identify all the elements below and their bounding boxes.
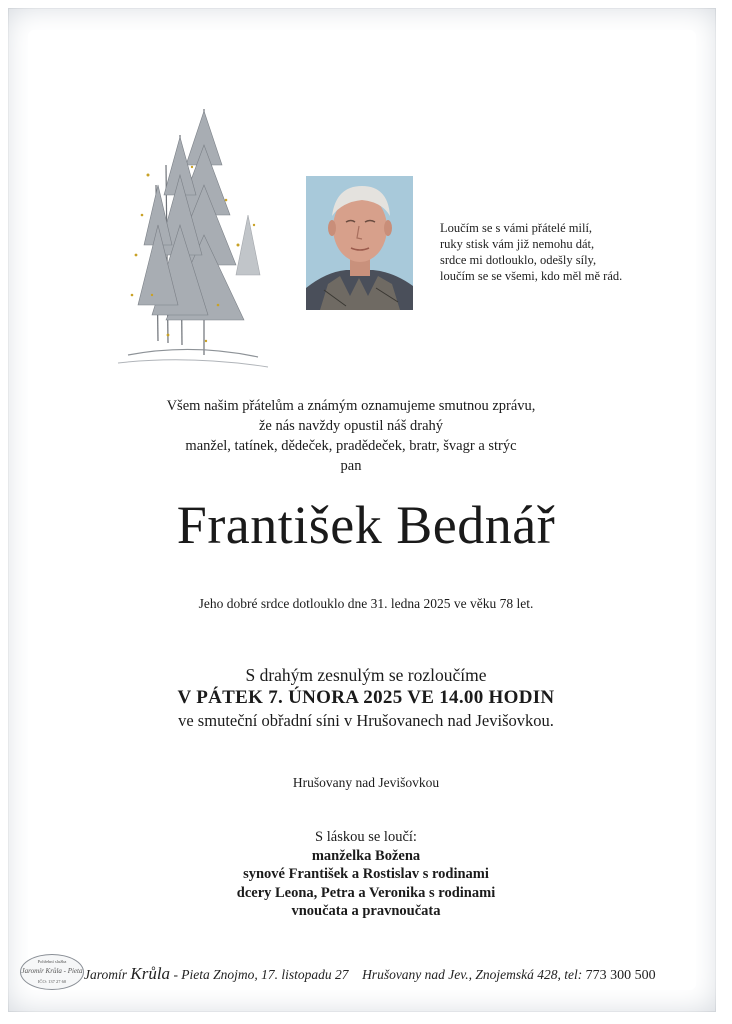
- funeral-venue: ve smuteční obřadní síni v Hrušovanech nad Jevišovkou.: [178, 711, 554, 730]
- place-of-notice: Hrušovany nad Jevišovkou: [292, 775, 440, 790]
- footer-name-prefix: Jaromír: [84, 967, 131, 982]
- funeral-service-footer: [20, 950, 710, 994]
- mourner-line: manželka Božena: [311, 847, 421, 864]
- announcement-line: manžel, tatínek, dědeček, pradědeček, bratr, švagr a strýc: [185, 438, 517, 454]
- portrait-photo-graphic: [306, 176, 413, 310]
- deceased-name: František Bednář: [176, 495, 556, 555]
- poem-line: srdce mi dotlouklo, odešly síly,: [440, 253, 597, 267]
- pine-trees-illustration-icon: [108, 105, 276, 373]
- funeral-line-intro: S drahým zesnulým se rozloučíme: [245, 665, 487, 685]
- footer-branch: Hrušovany nad Jev., Znojemská 428, tel:: [362, 967, 583, 982]
- stamp-bottom-text: IČO: 137 27 60: [37, 979, 67, 984]
- portrait-photo: [306, 176, 413, 310]
- announcement-line: Všem našim přátelům a známým oznamujeme smutnou zprávu,: [166, 398, 536, 414]
- footer-name-main: Krůla: [130, 964, 171, 983]
- stamp-top-text: Pohřební služba: [37, 959, 67, 964]
- poem-line: ruky stisk vám již nemohu dát,: [440, 237, 595, 251]
- stamp-middle-text: Jaromír Krůla - Pieta: [21, 967, 83, 975]
- poem-line: Loučím se s vámi přátelé milí,: [440, 221, 593, 235]
- mourners-list: [150, 828, 582, 921]
- mourner-line: vnoučata a pravnoučata: [291, 903, 441, 919]
- mourners-heading: S láskou se loučí:: [315, 829, 417, 845]
- death-note: Jeho dobré srdce dotlouklo dne 31. ledna 2025 ve věku 78 let.: [198, 596, 534, 611]
- announcement-text: [130, 396, 572, 476]
- poem-line: loučím se se všemi, kdo měl mě rád.: [440, 269, 623, 283]
- funeral-date-time: V PÁTEK 7. ÚNORA 2025 VE 14.00 HODIN: [177, 687, 555, 708]
- funeral-service-contact: [84, 964, 656, 984]
- announcement-line: pan: [340, 458, 362, 474]
- footer-phone: 773 300 500: [585, 968, 656, 983]
- mourner-line: synové František a Rostislav s rodinami: [243, 866, 489, 882]
- farewell-poem: [440, 220, 622, 284]
- announcement-line: že nás navždy opustil náš drahý: [258, 418, 444, 434]
- funeral-service-stamp: [20, 954, 84, 990]
- funeral-details: [90, 664, 642, 732]
- mourner-line: dcery Leona, Petra a Veronika s rodinami: [236, 884, 496, 901]
- footer-company: - Pieta Znojmo, 17. listopadu 27: [170, 967, 349, 982]
